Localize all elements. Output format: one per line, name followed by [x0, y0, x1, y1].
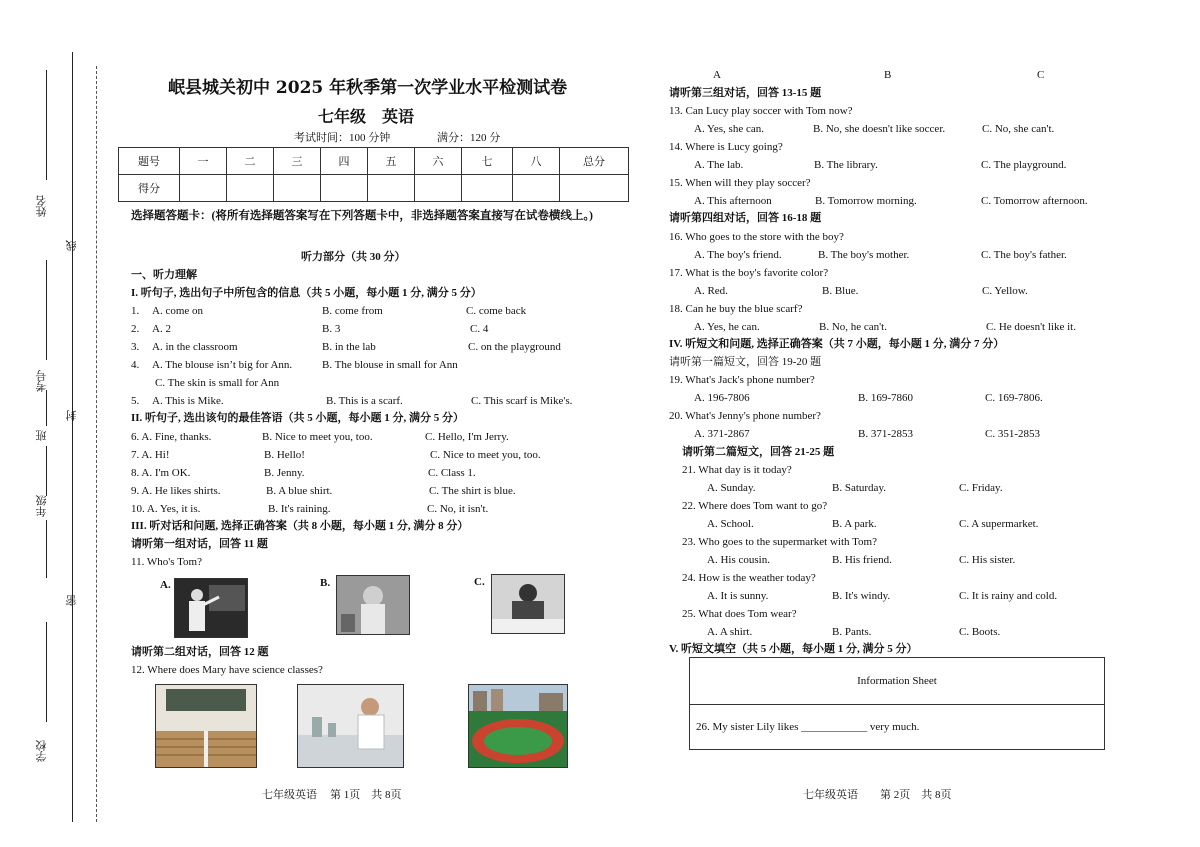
q23-option-c[interactable]: C. His sister.: [959, 554, 1016, 566]
listening-title: 听力部分（共 30 分）: [301, 251, 406, 263]
school-label: 学校: [35, 740, 48, 762]
q7-option-c[interactable]: C. Nice to meet you, too.: [430, 449, 541, 461]
q14-option-b[interactable]: B. The library.: [814, 159, 878, 171]
q11-pic-b-label: B.: [320, 577, 331, 589]
q15-option-c[interactable]: C. Tomorrow afternoon.: [981, 195, 1088, 207]
q14-option-a[interactable]: A. The lab.: [694, 159, 744, 171]
q8-option-c[interactable]: C. Class 1.: [428, 467, 476, 479]
q24-option-b[interactable]: B. It's windy.: [832, 590, 891, 602]
score-input-cell[interactable]: [368, 175, 415, 202]
q21-option-a[interactable]: A. Sunday.: [707, 482, 756, 494]
q5-num: 5.: [131, 395, 140, 407]
score-input-cell[interactable]: [321, 175, 368, 202]
q12-picture-classroom[interactable]: [155, 684, 257, 768]
q25-option-b[interactable]: B. Pants.: [832, 626, 872, 638]
q2-num: 2.: [131, 323, 140, 335]
q1-option-c[interactable]: C. come back: [466, 305, 527, 317]
q11-picture-a[interactable]: [174, 578, 248, 638]
q17-option-b[interactable]: B. Blue.: [822, 285, 859, 297]
q13-option-c[interactable]: C. No, she can't.: [982, 123, 1055, 135]
passage2-instruction: 请听第二篇短文，回答 21-25 题: [682, 446, 835, 458]
q18-option-c[interactable]: C. He doesn't like it.: [986, 321, 1076, 333]
q20-option-c[interactable]: C. 351-2853: [985, 428, 1040, 440]
q4-option-b[interactable]: B. The blouse in small for Ann: [322, 359, 458, 371]
group4-instruction: 请听第四组对话，回答 16-18 题: [669, 212, 822, 224]
q19-option-b[interactable]: B. 169-7860: [858, 392, 913, 404]
q12-option-c-label[interactable]: C: [1037, 69, 1045, 81]
q5-option-b[interactable]: B. This is a scarf.: [326, 395, 403, 407]
q19-option-a[interactable]: A. 196-7806: [694, 392, 750, 404]
score-input-cell[interactable]: [227, 175, 274, 202]
q17-question: 17. What is the boy's favorite color?: [669, 267, 829, 279]
score-cell: 一: [180, 148, 227, 175]
exam-subtitle: 七年级 英语: [318, 107, 415, 126]
q5-option-c[interactable]: C. This scarf is Mike's.: [471, 395, 573, 407]
q13-question: 13. Can Lucy play soccer with Tom now?: [669, 105, 853, 117]
score-row-label: 得分: [119, 175, 180, 202]
part3-heading: III. 听对话和问题, 选择正确答案（共 8 小题，每小题 1 分, 满分 8 分）: [131, 520, 469, 532]
score-cell: 五: [368, 148, 415, 175]
q15-option-b[interactable]: B. Tomorrow morning.: [815, 195, 917, 207]
score-cell: 八: [513, 148, 560, 175]
q9-option-b[interactable]: B. A blue shirt.: [266, 485, 333, 497]
q4-option-c[interactable]: C. The skin is small for Ann: [155, 377, 280, 389]
q21-question: 21. What day is it today?: [682, 464, 792, 476]
q25-option-c[interactable]: C. Boots.: [959, 626, 1001, 638]
q6-option-a[interactable]: 6. A. Fine, thanks.: [131, 431, 212, 443]
name-blank[interactable]: [46, 70, 47, 180]
q2-option-b[interactable]: B. 3: [322, 323, 341, 335]
school-blank-upper[interactable]: [46, 520, 47, 578]
q9-option-a[interactable]: 9. A. He likes shirts.: [131, 485, 221, 497]
part5-heading: V. 听短文填空（共 5 小题，每小题 1 分, 满分 5 分）: [669, 643, 918, 655]
information-sheet-title: Information Sheet: [690, 658, 1104, 705]
lab-image: [298, 685, 403, 767]
q12-option-b-label[interactable]: B: [884, 69, 892, 81]
q15-option-a[interactable]: A. This afternoon: [694, 195, 772, 207]
q12-picture-playground[interactable]: [468, 684, 568, 768]
footer-left-page: 第 1页 共 8页: [330, 789, 402, 801]
score-input-cell[interactable]: [560, 175, 629, 202]
group1-instruction: 请听第一组对话，回答 11 题: [131, 538, 268, 550]
q22-option-c[interactable]: C. A supermarket.: [959, 518, 1039, 530]
q8-option-a[interactable]: 8. A. I'm OK.: [131, 467, 191, 479]
q6-option-c[interactable]: C. Hello, I'm Jerry.: [425, 431, 509, 443]
scientist-image: [337, 576, 409, 634]
footer-right-subject: 七年级英语: [803, 789, 858, 801]
footer-right-page: 第 2页 共 8页: [880, 789, 952, 801]
answer-card-note: 选择题答题卡：(将所有选择题答案写在下列答题卡中，非选择题答案直接写在试卷横线上。): [131, 210, 593, 222]
exam-no-label: 考号: [35, 370, 48, 392]
score-table-score-row: [119, 175, 629, 202]
q22-option-a[interactable]: A. School.: [707, 518, 754, 530]
q25-question: 25. What does Tom wear?: [682, 608, 797, 620]
q16-option-c[interactable]: C. The boy's father.: [981, 249, 1067, 261]
part4-heading: IV. 听短文和问题, 选择正确答案（共 7 小题，每小题 1 分, 满分 7 分）: [669, 338, 1005, 350]
q19-question: 19. What's Jack's phone number?: [669, 374, 815, 386]
score-cell: 二: [227, 148, 274, 175]
q6-option-b[interactable]: B. Nice to meet you, too.: [262, 431, 373, 443]
playground-image: [469, 685, 567, 767]
q1-option-b[interactable]: B. come from: [322, 305, 383, 317]
class-label: 班: [35, 430, 48, 441]
school-blank[interactable]: [46, 622, 47, 722]
q12-question: 12. Where does Mary have science classes?: [131, 664, 323, 676]
q24-option-c[interactable]: C. It is rainy and cold.: [959, 590, 1058, 602]
q8-option-b[interactable]: B. Jenny.: [264, 467, 305, 479]
name-label: 姓名: [35, 195, 48, 217]
q16-question: 16. Who goes to the store with the boy?: [669, 231, 844, 243]
q12-picture-lab[interactable]: [297, 684, 404, 768]
margin-outer-line: [72, 52, 73, 822]
q3-option-b[interactable]: B. in the lab: [322, 341, 376, 353]
q2-option-a[interactable]: A. 2: [152, 323, 171, 335]
q5-option-a[interactable]: A. This is Mike.: [152, 395, 224, 407]
q19-option-c[interactable]: C. 169-7806.: [985, 392, 1043, 404]
q3-option-c[interactable]: C. on the playground: [468, 341, 561, 353]
exam-title: 岷县城关初中 2025 年秋季第一次学业水平检测试卷: [168, 78, 568, 98]
q1-num: 1.: [131, 305, 140, 317]
score-input-cell[interactable]: [462, 175, 513, 202]
q17-option-a[interactable]: A. Red.: [694, 285, 728, 297]
q3-num: 3.: [131, 341, 140, 353]
q18-question: 18. Can he buy the blue scarf?: [669, 303, 803, 315]
class-blank[interactable]: [46, 390, 47, 426]
q7-option-a[interactable]: 7. A. Hi!: [131, 449, 170, 461]
classroom-image: [156, 685, 256, 767]
q10-option-c[interactable]: C. No, it isn't.: [427, 503, 489, 515]
score-input-cell[interactable]: [513, 175, 560, 202]
part1-heading: I. 听句子, 选出句子中所包含的信息（共 5 小题，每小题 1 分, 满分 5 分）: [131, 287, 482, 299]
score-input-cell[interactable]: [274, 175, 321, 202]
q18-option-a[interactable]: A. Yes, he can.: [694, 321, 760, 333]
q22-question: 22. Where does Tom want to go?: [682, 500, 828, 512]
group3-instruction: 请听第三组对话，回答 13-15 题: [669, 87, 822, 99]
grade-blank[interactable]: [46, 446, 47, 496]
q20-question: 20. What's Jenny's phone number?: [669, 410, 821, 422]
q11-picture-b[interactable]: [336, 575, 410, 635]
score-table: [118, 147, 629, 202]
grade-label: 年级: [35, 495, 48, 517]
q4-num: 4.: [131, 359, 140, 371]
q23-question: 23. Who goes to the supermarket with Tom?: [682, 536, 877, 548]
q20-option-b[interactable]: B. 371-2853: [858, 428, 913, 440]
score-cell: 四: [321, 148, 368, 175]
q24-option-a[interactable]: A. It is sunny.: [707, 590, 769, 602]
exam-time: 考试时间：100 分钟: [294, 132, 391, 144]
q11-pic-c-label: C.: [474, 576, 485, 588]
q23-option-b[interactable]: B. His friend.: [832, 554, 892, 566]
teacher-blackboard-image: [175, 579, 247, 637]
score-input-cell[interactable]: [180, 175, 227, 202]
q26-fill-blank[interactable]: 26. My sister Lily likes ____________ very much.: [696, 721, 920, 733]
line-label: 线: [65, 240, 78, 251]
q2-option-c[interactable]: C. 4: [470, 323, 489, 335]
exam-total-score: 满分：120 分: [437, 132, 501, 144]
q17-option-c[interactable]: C. Yellow.: [982, 285, 1028, 297]
q23-option-a[interactable]: A. His cousin.: [707, 554, 770, 566]
q18-option-b[interactable]: B. No, he can't.: [819, 321, 887, 333]
information-sheet-table: [689, 657, 1105, 750]
q14-question: 14. Where is Lucy going?: [669, 141, 783, 153]
q25-option-a[interactable]: A. A shirt.: [707, 626, 753, 638]
score-cell: 六: [415, 148, 462, 175]
q3-option-a[interactable]: A. in the classroom: [152, 341, 238, 353]
score-input-cell[interactable]: [415, 175, 462, 202]
q14-option-c[interactable]: C. The playground.: [981, 159, 1067, 171]
q22-option-b[interactable]: B. A park.: [832, 518, 877, 530]
q20-option-a[interactable]: A. 371-2867: [694, 428, 750, 440]
exam-no-blank[interactable]: [46, 260, 47, 360]
seal-label: 封: [65, 410, 78, 421]
margin-dashed-line: [96, 66, 97, 822]
score-cell: 三: [274, 148, 321, 175]
student-writing-image: [492, 575, 564, 633]
q12-option-a-label[interactable]: A: [713, 69, 721, 81]
score-table-header-row: [119, 148, 629, 175]
q7-option-b[interactable]: B. Hello!: [264, 449, 305, 461]
q21-option-b[interactable]: B. Saturday.: [832, 482, 886, 494]
section-one: 一、听力理解: [131, 269, 197, 281]
q10-option-b[interactable]: B. It's raining.: [268, 503, 331, 515]
score-cell: 总分: [560, 148, 629, 175]
q10-option-a[interactable]: 10. A. Yes, it is.: [131, 503, 201, 515]
q16-option-a[interactable]: A. The boy's friend.: [694, 249, 782, 261]
q11-picture-c[interactable]: [491, 574, 565, 634]
q13-option-b[interactable]: B. No, she doesn't like soccer.: [813, 123, 946, 135]
q4-option-a[interactable]: A. The blouse isn’t big for Ann.: [152, 359, 293, 371]
q1-option-a[interactable]: A. come on: [152, 305, 204, 317]
score-cell: 题号: [119, 148, 180, 175]
footer-left-subject: 七年级英语: [262, 789, 317, 801]
passage1-instruction: 请听第一篇短文，回答 19-20 题: [669, 356, 822, 368]
q15-question: 15. When will they play soccer?: [669, 177, 811, 189]
secret-label: 密: [65, 595, 78, 606]
q11-pic-a-label: A.: [160, 579, 171, 591]
q9-option-c[interactable]: C. The shirt is blue.: [429, 485, 516, 497]
q21-option-c[interactable]: C. Friday.: [959, 482, 1003, 494]
group2-instruction: 请听第二组对话，回答 12 题: [131, 646, 269, 658]
score-cell: 七: [462, 148, 513, 175]
q11-question: 11. Who's Tom?: [131, 556, 202, 568]
q13-option-a[interactable]: A. Yes, she can.: [694, 123, 764, 135]
q16-option-b[interactable]: B. The boy's mother.: [818, 249, 910, 261]
part2-heading: II. 听句子, 选出该句的最佳答语（共 5 小题，每小题 1 分, 满分 5 分）: [131, 412, 465, 424]
q24-question: 24. How is the weather today?: [682, 572, 816, 584]
